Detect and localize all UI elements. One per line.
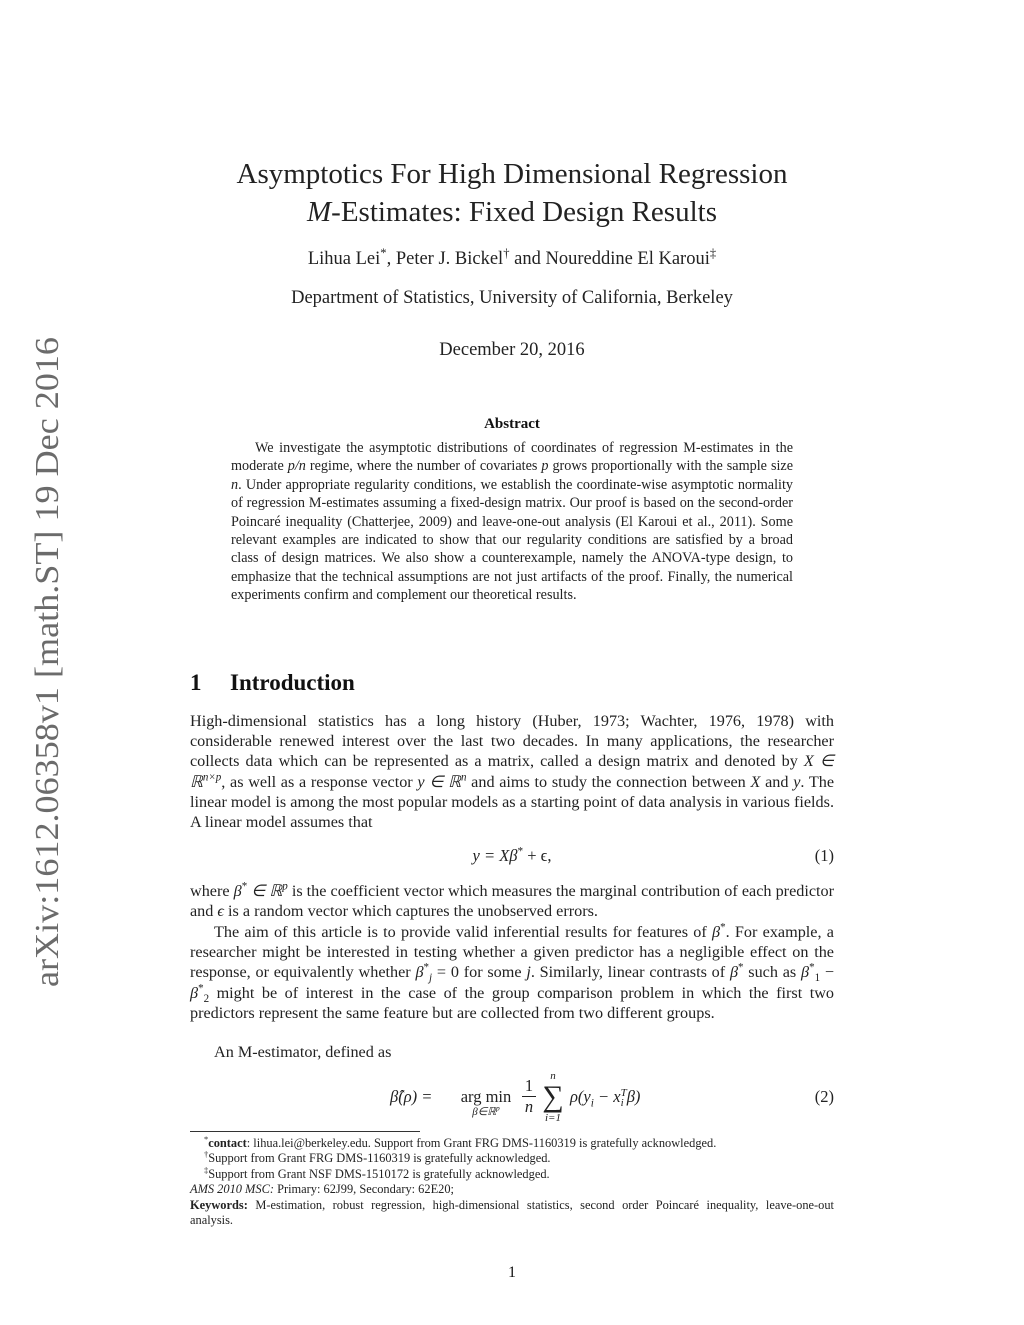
footnote-3 (190, 1164, 834, 1182)
affiliation: Department of Statistics, University of California, Berkeley (291, 288, 733, 308)
inline-math-sup: * (198, 982, 204, 995)
equation-1-number: (1) (814, 846, 834, 865)
eq2-body-1-sub: i (590, 1097, 594, 1110)
abstract-math: p/n (287, 458, 306, 475)
abstract-part: regime, where the number of covariates (305, 458, 542, 475)
section-title: Introduction (230, 670, 355, 695)
inline-math-sub: 1 (814, 972, 821, 985)
abstract-math: p (541, 458, 549, 475)
eq2-frac-den: n (522, 1096, 536, 1117)
intro-paragraph-2 (190, 881, 834, 921)
inline-math: β (712, 923, 721, 941)
keywords (190, 1198, 834, 1229)
msc-classification (190, 1182, 834, 1197)
author-3-mark: ‡ (709, 245, 717, 260)
eq2-sum (540, 1070, 566, 1124)
inline-math: X ∈ ℝ (190, 752, 834, 791)
inline-math-sup: * (720, 921, 726, 934)
abstract-part: We investigate the asymptotic distributions of coordinates of regression M-estimates in the moderate (231, 440, 793, 475)
inline-math-sup: * (809, 962, 815, 975)
author-2: , Peter J. Bickel (386, 249, 504, 269)
eq2-argmin (454, 1087, 518, 1118)
inline-math: β (415, 963, 424, 982)
footnote-rule (190, 1131, 420, 1132)
equation-2-number: (2) (814, 1087, 834, 1106)
footnote-1-text: : lihua.lei@berkeley.edu. Support from Grant FRG DMS-1160319 is gratefully acknowledged. (246, 1136, 717, 1150)
inline-math-sup: n×p (202, 771, 222, 784)
msc-label: AMS 2010 MSC: (190, 1182, 274, 1197)
paragraph-text: and (760, 772, 794, 791)
inline-math: β (801, 963, 810, 982)
author-1-mark: * (380, 245, 387, 260)
eq2-argmin-sub-text: β∈ℝ (472, 1106, 497, 1118)
eq2-frac-num: 1 (524, 1076, 534, 1095)
paragraph-text: and aims to study the connection between (466, 772, 751, 791)
eq2-body-2: − x (593, 1087, 621, 1106)
intro-paragraph-3 (190, 922, 834, 1023)
inline-math: y ∈ ℝ (417, 772, 461, 791)
footnote-3-mark: ‡ (204, 1164, 209, 1175)
eq2-sum-bottom: i=1 (545, 1112, 561, 1124)
eq2-argmin-op: arg min (460, 1087, 512, 1106)
inline-math-sup: n (460, 771, 467, 784)
inline-math: = 0 (432, 963, 459, 982)
footnotes (190, 1133, 834, 1228)
paragraph-text: is a random vector which captures the unobserved errors. (223, 902, 598, 921)
paragraph-text: such as (743, 963, 802, 982)
arxiv-side-stamp (28, 332, 68, 992)
paragraph-text: High-dimensional statistics has a long history (Huber, 1973; Wachter, 1976, 1978) with considerable renewed interest over the last two decades. In many applications, the researcher collects data which can be represented as a matrix, called a design matrix and denoted by (190, 712, 834, 771)
footnote-2 (190, 1151, 834, 1166)
eq1-sup: * (517, 845, 524, 858)
inline-math: β (190, 983, 199, 1002)
author-1: Lihua Lei (307, 249, 381, 269)
eq2-body-3: β) (626, 1087, 641, 1106)
abstract-part: . Under appropriate regularity conditions, we establish the coordinate-wise asymptotic normality of regression M-estimates assuming a fixed-design matrix. Our proof is based on the second-order Poincaré inequality (Chatterjee, 2009) and leave-one-out analysis (El Karoui et al., 2011). Some relevant examples are indicated to show that our regularity conditions are satisfied by a broad class of design matrices. We also show a counterexample, namely the ANOVA-type design, to emphasize that the technical assumptions are not just artifacts of the proof. Finally, the numerical experiments confirm and complement our theoretical results. (231, 476, 793, 604)
abstract-heading: Abstract (484, 416, 540, 432)
inline-math: y (793, 772, 801, 791)
inline-math-sub: 2 (203, 992, 210, 1005)
author-3: and Noureddine El Karoui (509, 249, 710, 269)
eq2-argmin-sub-sup: p (496, 1103, 500, 1113)
eq2-lhs (390, 1087, 432, 1107)
eq2-body-1: ρ(y (570, 1087, 591, 1106)
equation-2 (190, 1070, 834, 1126)
intro-paragraph-4: An M-estimator, defined as (214, 1043, 392, 1061)
paragraph-text: is the coefficient vector which measures the marginal contribution of each predictor and (190, 882, 835, 921)
page-number: 1 (508, 1264, 516, 1281)
inline-math-sup: * (738, 962, 744, 975)
paragraph-text: . Similarly, linear contrasts of (530, 963, 730, 982)
footnote-1-mark: * (204, 1133, 209, 1144)
footnote-3-text: Support from Grant NSF DMS-1510172 is gratefully acknowledged. (208, 1166, 550, 1181)
section-heading-introduction (190, 670, 355, 696)
eq2-sum-symbol: ∑ (542, 1080, 564, 1113)
paper-date: December 20, 2016 (439, 340, 585, 360)
title-math-m: M (306, 196, 332, 228)
paragraph-text: might be of interest in the case of the group comparison problem in which the first two predictors represent the same feature but are collected from two different groups. (190, 983, 834, 1022)
inline-math-sup: * (423, 962, 430, 975)
abstract-text (231, 439, 793, 605)
inline-math: β (233, 882, 242, 900)
eq2-fraction (522, 1076, 536, 1117)
author-2-mark: † (503, 245, 510, 260)
footnote-2-mark: † (204, 1149, 209, 1160)
intro-paragraph-1 (190, 711, 834, 832)
footnote-1-label: contact (208, 1136, 247, 1150)
paragraph-text: . For example, a researcher might be interested in testing whether a given predictor has a negligible effect on the response, or equivalently whether (190, 923, 834, 982)
paragraph-text: , as well as a response vector (221, 772, 418, 791)
title-line-2-rest: -Estimates: Fixed Design Results (331, 196, 717, 228)
eq2-body-2-sup: T (620, 1087, 627, 1100)
title-line-2 (190, 193, 834, 231)
paper-title (190, 155, 834, 231)
paragraph-text: . The linear model is among the most popular models as a starting point of data analysis in various fields. A linear model assumes that (190, 772, 835, 832)
title-line-1: Asymptotics For High Dimensional Regression (236, 158, 788, 190)
arxiv-stamp-svg (28, 332, 68, 992)
author-list (190, 245, 834, 270)
keywords-text: M-estimation, robust regression, high-dimensional statistics, second order Poincaré inequality, leave-one-out analysis. (190, 1197, 834, 1228)
arxiv-stamp-text: arXiv:1612.06358v1 [math.ST] 19 Dec 2016 (29, 375, 66, 987)
inline-math-sub: j (429, 972, 433, 985)
eq1-rest: + ϵ, (523, 846, 552, 865)
equation-1-body (190, 846, 834, 866)
inline-math: j (526, 963, 531, 982)
eq2-body (570, 1087, 640, 1108)
inline-math: ∈ ℝ (247, 882, 283, 900)
footnote-2-text: Support from Grant FRG DMS-1160319 is gratefully acknowledged. (208, 1151, 551, 1166)
eq1-lhs: y = Xβ (472, 846, 518, 865)
abstract-part: grows proportionally with the sample size (548, 458, 794, 475)
inline-math: − (820, 963, 835, 982)
paragraph-text: for some (458, 963, 527, 982)
keywords-label: Keywords: (190, 1197, 248, 1212)
section-number: 1 (190, 670, 202, 695)
msc-text: Primary: 62J99, Secondary: 62E20; (273, 1182, 454, 1197)
eq2-lhs-text: β̂(ρ) = (390, 1087, 433, 1106)
eq2-body-2-sub: i (620, 1097, 624, 1110)
footnote-1 (190, 1133, 834, 1151)
inline-math: β (729, 963, 738, 982)
inline-math-sup: * (241, 880, 248, 893)
eq2-sum-top: n (550, 1070, 556, 1082)
abstract-math: n (231, 476, 239, 493)
inline-math-sup: p (282, 880, 288, 893)
inline-math: X (750, 772, 761, 791)
inline-math: ϵ (217, 902, 224, 921)
eq2-argmin-sub (454, 1103, 518, 1118)
paragraph-text: where (190, 882, 234, 900)
paragraph-text: The aim of this article is to provide valid inferential results for features of (214, 923, 713, 941)
